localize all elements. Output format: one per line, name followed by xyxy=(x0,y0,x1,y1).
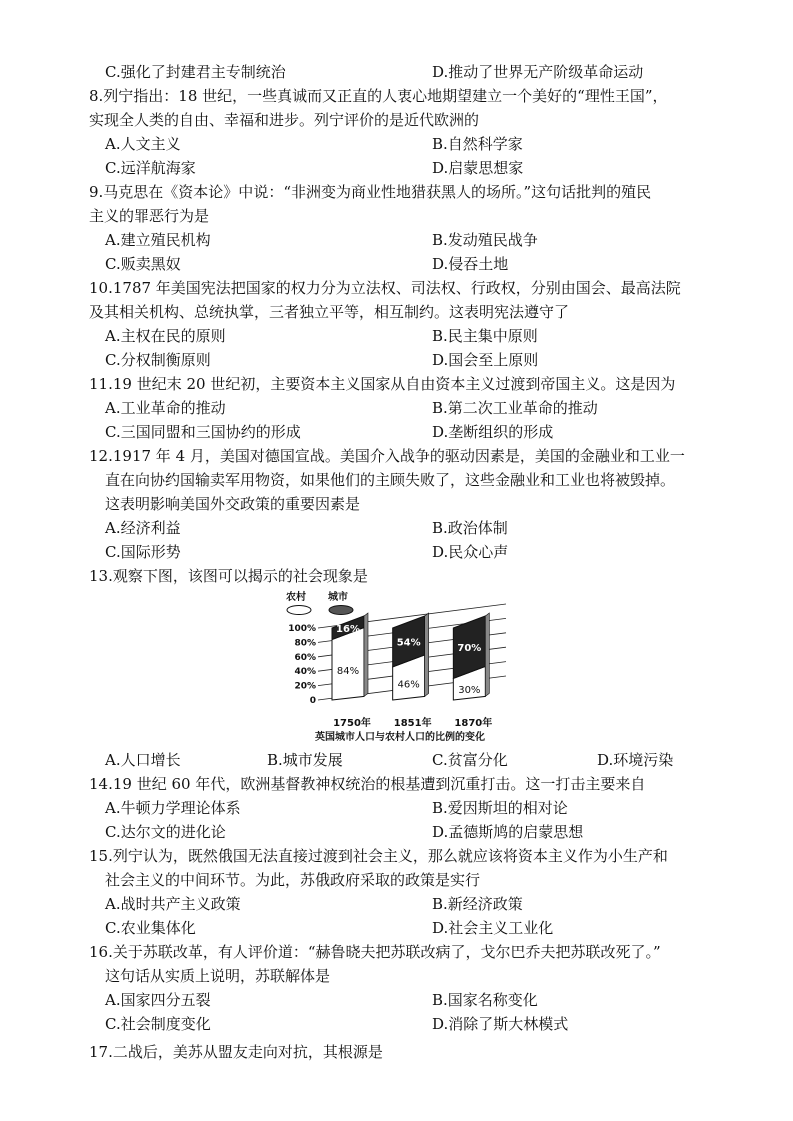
q10-option-c: C.分权制衡原则 xyxy=(105,351,211,369)
chart-svg xyxy=(280,588,520,748)
q8-option-c: C.远洋航海家 xyxy=(105,159,196,177)
urban-value-label: 16% xyxy=(336,623,360,635)
q12-stem-1: 12.1917 年 4 月，美国对德国宣战。美国介入战争的驱动因素是，美国的金融业和工业一 xyxy=(89,447,685,465)
q16-option-a: A.国家四分五裂 xyxy=(105,991,211,1009)
q8-option-d: D.启蒙思想家 xyxy=(432,159,524,177)
q14-option-c: C.达尔文的进化论 xyxy=(105,823,226,841)
q9-option-b: B.发动殖民战争 xyxy=(432,231,538,249)
bar-side xyxy=(364,613,368,696)
y-tick-label: 80% xyxy=(294,638,316,649)
q9-option-c: C.贩卖黑奴 xyxy=(105,255,181,273)
q14-option-a: A.牛顿力学理论体系 xyxy=(105,799,241,817)
q9-option-d: D.侵吞土地 xyxy=(432,255,509,273)
urban-value-label: 70% xyxy=(457,643,482,655)
q15-option-b: B.新经济政策 xyxy=(432,895,523,913)
q11-option-b: B.第二次工业革命的推动 xyxy=(432,399,598,417)
legend-label-urban: 城市 xyxy=(328,592,348,603)
x-tick-label: 1851年 xyxy=(393,718,432,729)
q13-option-a: A.人口增长 xyxy=(105,751,181,769)
q10-option-b: B.民主集中原则 xyxy=(432,327,538,345)
q10-stem-2: 及其相关机构、总统执掌，三者独立平等，相互制约。这表明宪法遵守了 xyxy=(89,303,570,321)
q8-option-a: A.人文主义 xyxy=(105,135,181,153)
q15-option-c: C.农业集体化 xyxy=(105,919,196,937)
q17-stem: 17.二战后，美苏从盟友走向对抗，其根源是 xyxy=(89,1043,383,1061)
x-tick-label: 1870年 xyxy=(454,718,493,729)
q7-option-d: D.推动了世界无产阶级革命运动 xyxy=(432,63,644,81)
q11-option-d: D.垄断组织的形成 xyxy=(432,423,554,441)
q15-stem-2: 社会主义的中间环节。为此，苏俄政府采取的政策是实行 xyxy=(105,871,481,889)
q9-stem-1: 9.马克思在《资本论》中说：“非洲变为商业性地猎获黑人的场所。”这句话批判的殖民 xyxy=(89,183,652,201)
q13-option-c: C.贫富分化 xyxy=(432,751,508,769)
q12-option-a: A.经济利益 xyxy=(105,519,181,537)
q16-option-d: D.消除了斯大林模式 xyxy=(432,1015,569,1033)
q11-option-c: C.三国同盟和三国协约的形成 xyxy=(105,423,301,441)
population-ratio-chart xyxy=(280,588,520,748)
q10-option-d: D.国会至上原则 xyxy=(432,351,539,369)
rural-value-label: 84% xyxy=(336,665,360,677)
q13-stem: 13.观察下图，该图可以揭示的社会现象是 xyxy=(89,567,368,585)
q8-stem-2: 实现全人类的自由、幸福和进步。列宁评价的是近代欧洲的 xyxy=(89,111,480,129)
q12-option-b: B.政治体制 xyxy=(432,519,508,537)
q8-stem-1: 8.列宁指出：18 世纪，一些真诚而又正直的人衷心地期望建立一个美好的“理性王国”， xyxy=(89,87,668,105)
q13-option-d: D.环境污染 xyxy=(597,751,674,769)
legend-swatch-rural xyxy=(287,606,311,615)
q10-stem-1: 10.1787 年美国宪法把国家的权力分为立法权、司法权、行政权，分别由国会、最高法院 xyxy=(89,279,681,297)
rural-value-label: 46% xyxy=(397,679,420,691)
q14-stem: 14.19 世纪 60 年代，欧洲基督教神权统治的根基遭到沉重打击。这一打击主要来自 xyxy=(89,775,646,793)
q16-stem-1: 16.关于苏联改革，有人评价道：“赫鲁晓夫把苏联改病了，戈尔巴乔夫把苏联改死了。” xyxy=(89,943,661,961)
legend-label-rural: 农村 xyxy=(286,592,306,603)
q12-stem-2: 直在向协约国输卖军用物资，如果他们的主顾失败了，这些金融业和工业也将被毁掉。 xyxy=(105,471,676,489)
q9-option-a: A.建立殖民机构 xyxy=(105,231,211,249)
q7-option-c: C.强化了封建君主专制统治 xyxy=(105,63,286,81)
y-tick-label: 60% xyxy=(294,652,316,663)
q11-stem: 11.19 世纪末 20 世纪初，主要资本主义国家从自由资本主义过渡到帝国主义。这是因为 xyxy=(89,375,676,393)
y-tick-label: 100% xyxy=(288,624,316,634)
q12-option-d: D.民众心声 xyxy=(432,543,509,561)
q15-option-d: D.社会主义工业化 xyxy=(432,919,554,937)
q11-option-a: A.工业革命的推动 xyxy=(105,399,226,417)
y-tick-label: 20% xyxy=(294,681,316,692)
y-tick-label: 0 xyxy=(309,696,316,706)
q12-stem-3: 这表明影响美国外交政策的重要因素是 xyxy=(105,495,361,513)
q13-option-b: B.城市发展 xyxy=(267,751,343,769)
q10-option-a: A.主权在民的原则 xyxy=(105,327,226,345)
rural-value-label: 30% xyxy=(458,685,481,697)
urban-value-label: 54% xyxy=(396,637,421,649)
q15-stem-1: 15.列宁认为，既然俄国无法直接过渡到社会主义，那么就应该将资本主义作为小生产和 xyxy=(89,847,668,865)
y-tick-label: 40% xyxy=(294,667,316,678)
bar-rural xyxy=(332,628,364,700)
q12-option-c: C.国际形势 xyxy=(105,543,181,561)
q14-option-d: D.孟德斯鸠的启蒙思想 xyxy=(432,823,584,841)
q16-option-c: C.社会制度变化 xyxy=(105,1015,211,1033)
q15-option-a: A.战时共产主义政策 xyxy=(105,895,241,913)
q16-stem-2: 这句话从实质上说明，苏联解体是 xyxy=(105,967,331,985)
q14-option-b: B.爱因斯坦的相对论 xyxy=(432,799,568,817)
chart-title: 英国城市人口与农村人口的比例的变化 xyxy=(315,732,485,743)
bar-side xyxy=(425,613,429,696)
q16-option-b: B.国家名称变化 xyxy=(432,991,538,1009)
q9-stem-2: 主义的罪恶行为是 xyxy=(89,207,210,225)
q8-option-b: B.自然科学家 xyxy=(432,135,523,153)
x-tick-label: 1750年 xyxy=(333,718,371,729)
bar-side xyxy=(485,613,489,696)
legend-swatch-urban xyxy=(329,606,353,615)
